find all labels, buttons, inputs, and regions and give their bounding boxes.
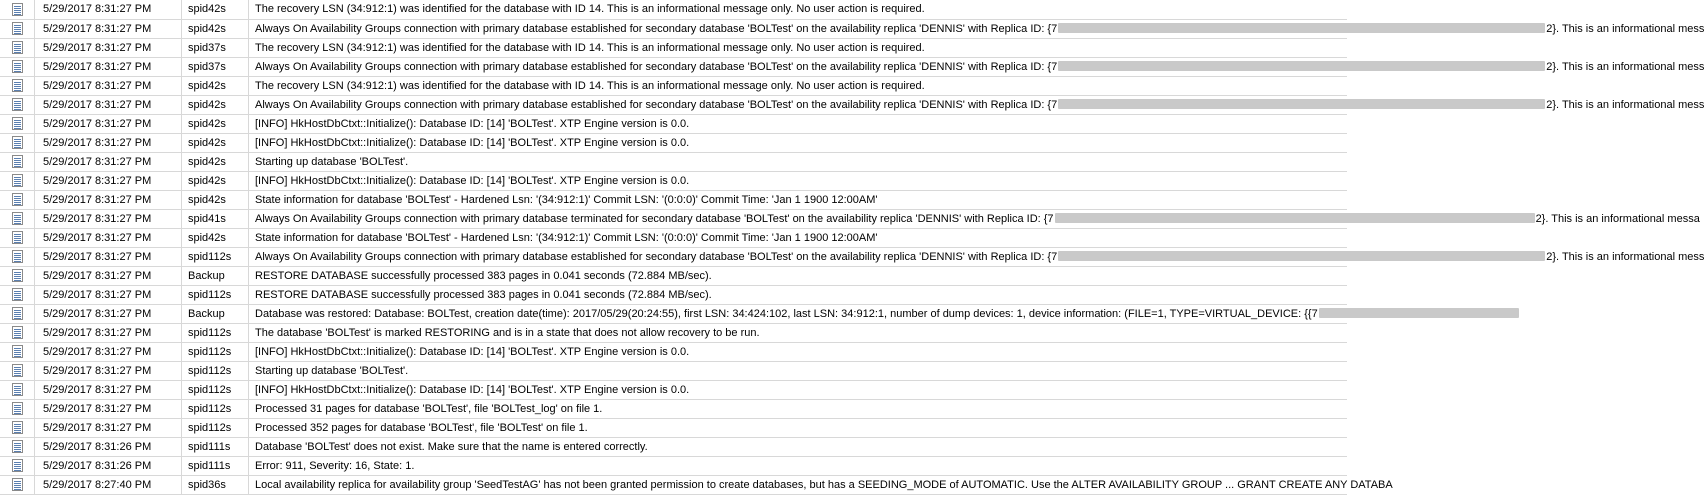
message-text: Always On Availability Groups connection with primary database terminated for secondary database 'BOLTest' on the availability replica 'DENNIS' with Replica ID: {7 [255,212,1054,225]
message-text-suffix: 2}. This is an informational mess [1546,60,1704,73]
cell-date: 5/29/2017 8:31:27 PM [35,57,182,76]
cell-message [249,38,1348,57]
cell-date: 5/29/2017 8:31:27 PM [35,399,182,418]
cell-source: spid37s [182,38,249,57]
log-entry-icon [12,193,23,206]
cell-source: Backup [182,266,249,285]
row-icon-cell [0,475,35,494]
cell-date: 5/29/2017 8:31:27 PM [35,361,182,380]
row-icon-cell [0,76,35,95]
row-icon-cell [0,304,35,323]
table-row[interactable] [0,285,1347,304]
message-text: Error: 911, Severity: 16, State: 1. [255,459,415,472]
message-text: RESTORE DATABASE successfully processed 383 pages in 0.041 seconds (72.884 MB/sec). [255,269,712,282]
table-row[interactable] [0,399,1347,418]
row-icon-cell [0,323,35,342]
cell-date: 5/29/2017 8:31:27 PM [35,76,182,95]
cell-date: 5/29/2017 8:31:27 PM [35,171,182,190]
message-text: [INFO] HkHostDbCtxt::Initialize(): Database ID: [14] 'BOLTest'. XTP Engine version is 0.0. [255,174,690,187]
log-entry-icon [12,421,23,434]
row-icon-cell [0,190,35,209]
row-icon-cell [0,38,35,57]
table-row[interactable] [0,361,1347,380]
message-text: [INFO] HkHostDbCtxt::Initialize(): Database ID: [14] 'BOLTest'. XTP Engine version is 0.0. [255,345,690,358]
message-text: Local availability replica for availability group 'SeedTestAG' has not been granted permission to create databases, but has a SEEDING_MODE of AUTOMATIC. Use the ALTER AVAILABILITY GROUP ... GRANT CREATE ANY DATABA [255,478,1393,491]
cell-source: spid37s [182,57,249,76]
cell-date: 5/29/2017 8:31:27 PM [35,190,182,209]
cell-message [249,95,1704,114]
cell-source: spid42s [182,0,249,19]
table-row[interactable] [0,152,1347,171]
row-icon-cell [0,228,35,247]
table-row[interactable] [0,342,1347,361]
message-text-suffix: 2}. This is an informational mess [1546,98,1704,111]
cell-message [249,399,1348,418]
log-entry-icon [12,174,23,187]
table-row[interactable] [0,247,1347,266]
log-entry-icon [12,98,23,111]
cell-date: 5/29/2017 8:31:27 PM [35,380,182,399]
table-row[interactable] [0,190,1347,209]
cell-message [249,380,1348,399]
table-row[interactable] [0,209,1347,228]
cell-date: 5/29/2017 8:31:27 PM [35,304,182,323]
cell-date: 5/29/2017 8:31:27 PM [35,228,182,247]
log-entry-icon [12,402,23,415]
row-icon-cell [0,266,35,285]
table-row[interactable] [0,475,1347,494]
log-entry-icon [12,288,23,301]
table-row[interactable] [0,456,1347,475]
log-entry-icon [12,250,23,263]
row-icon-cell [0,437,35,456]
message-text: The recovery LSN (34:912:1) was identified for the database with ID 14. This is an informational message only. No user action is required. [255,79,925,92]
cell-source: spid36s [182,475,249,494]
message-text: Always On Availability Groups connection with primary database established for secondary database 'BOLTest' on the availability replica 'DENNIS' with Replica ID: {7 [255,22,1058,35]
cell-message [249,342,1348,361]
cell-message [249,133,1348,152]
row-icon-cell [0,152,35,171]
cell-message [249,361,1348,380]
cell-message [249,285,1348,304]
cell-source: spid111s [182,456,249,475]
message-text-suffix: 2}. This is an informational mess [1546,250,1704,263]
redacted-value [1058,99,1545,109]
cell-date: 5/29/2017 8:31:27 PM [35,323,182,342]
cell-message [249,152,1348,171]
log-entry-icon [12,117,23,130]
cell-message [249,228,1348,247]
cell-message [249,304,1348,323]
row-icon-cell [0,133,35,152]
row-icon-cell [0,285,35,304]
cell-date: 5/29/2017 8:31:27 PM [35,266,182,285]
cell-date: 5/29/2017 8:31:27 PM [35,19,182,38]
message-text: Database 'BOLTest' does not exist. Make sure that the name is entered correctly. [255,440,648,453]
cell-source: spid112s [182,399,249,418]
cell-date: 5/29/2017 8:31:27 PM [35,38,182,57]
log-entry-icon [12,3,23,16]
cell-message [249,266,1348,285]
table-row[interactable] [0,76,1347,95]
cell-message [249,456,1348,475]
log-entry-icon [12,212,23,225]
log-entry-icon [12,155,23,168]
cell-date: 5/29/2017 8:31:27 PM [35,342,182,361]
cell-date: 5/29/2017 8:31:27 PM [35,247,182,266]
log-entry-icon [12,231,23,244]
cell-source: Backup [182,304,249,323]
message-text: Starting up database 'BOLTest'. [255,364,409,377]
log-entry-icon [12,326,23,339]
message-text: Processed 31 pages for database 'BOLTest', file 'BOLTest_log' on file 1. [255,402,603,415]
cell-date: 5/29/2017 8:31:27 PM [35,418,182,437]
cell-source: spid112s [182,380,249,399]
message-text: Always On Availability Groups connection with primary database established for secondary database 'BOLTest' on the availability replica 'DENNIS' with Replica ID: {7 [255,250,1058,263]
table-row[interactable] [0,114,1347,133]
message-text: Always On Availability Groups connection with primary database established for secondary database 'BOLTest' on the availability replica 'DENNIS' with Replica ID: {7 [255,98,1058,111]
row-icon-cell [0,418,35,437]
table-row[interactable] [0,133,1347,152]
message-text: State information for database 'BOLTest' - Hardened Lsn: '(34:912:1)' Commit LSN: '(0:0:0)' Commit Time: 'Jan 1 1900 12:00AM' [255,193,878,206]
cell-message [249,19,1704,38]
log-entry-icon [12,364,23,377]
row-icon-cell [0,247,35,266]
message-text-suffix: 2}. This is an informational messa [1535,212,1700,225]
cell-source: spid42s [182,95,249,114]
table-row[interactable] [0,95,1347,114]
redacted-value [1058,251,1545,261]
cell-date: 5/29/2017 8:31:27 PM [35,95,182,114]
log-entry-icon [12,459,23,472]
cell-source: spid112s [182,342,249,361]
cell-source: spid112s [182,418,249,437]
cell-source: spid42s [182,171,249,190]
cell-message [249,209,1700,228]
cell-source: spid42s [182,19,249,38]
table-row[interactable] [0,171,1347,190]
cell-message [249,0,1348,19]
row-icon-cell [0,95,35,114]
cell-source: spid42s [182,228,249,247]
message-text: Database was restored: Database: BOLTest, creation date(time): 2017/05/29(20:24:55), first LSN: 34:424:102, last LSN: 34:912:1, number of dump devices: 1, device information: (FILE=1, TYPE=VIRTUAL_DEVICE: {{7 [255,307,1318,320]
log-entry-icon [12,440,23,453]
table-row[interactable] [0,228,1347,247]
message-text-suffix: 2}. This is an informational mess [1546,22,1704,35]
message-text: [INFO] HkHostDbCtxt::Initialize(): Database ID: [14] 'BOLTest'. XTP Engine version is 0.0. [255,136,690,149]
row-icon-cell [0,399,35,418]
cell-date: 5/29/2017 8:31:27 PM [35,285,182,304]
cell-date: 5/29/2017 8:31:27 PM [35,152,182,171]
cell-message [249,76,1348,95]
cell-message [249,437,1348,456]
table-row[interactable] [0,418,1347,437]
cell-date: 5/29/2017 8:31:26 PM [35,456,182,475]
message-text: Starting up database 'BOLTest'. [255,155,409,168]
log-entry-icon [12,345,23,358]
cell-message [249,323,1348,342]
cell-source: spid42s [182,76,249,95]
message-text: Processed 352 pages for database 'BOLTest', file 'BOLTest' on file 1. [255,421,588,434]
table-row[interactable] [0,437,1347,456]
cell-source: spid42s [182,152,249,171]
cell-message [249,475,1393,494]
cell-source: spid42s [182,114,249,133]
table-row[interactable] [0,380,1347,399]
log-entry-icon [12,478,23,491]
row-icon-cell [0,342,35,361]
log-entry-icon [12,41,23,54]
table-row[interactable] [0,38,1347,57]
cell-source: spid42s [182,190,249,209]
row-icon-cell [0,57,35,76]
message-text: [INFO] HkHostDbCtxt::Initialize(): Database ID: [14] 'BOLTest'. XTP Engine version is 0.0. [255,117,690,130]
log-entry-icon [12,136,23,149]
cell-message [249,247,1704,266]
table-row[interactable] [0,0,1347,19]
cell-source: spid111s [182,437,249,456]
row-icon-cell [0,380,35,399]
redacted-value [1058,23,1545,33]
log-entry-icon [12,79,23,92]
message-text: Always On Availability Groups connection with primary database established for secondary database 'BOLTest' on the availability replica 'DENNIS' with Replica ID: {7 [255,60,1058,73]
message-text: The recovery LSN (34:912:1) was identified for the database with ID 14. This is an informational message only. No user action is required. [255,41,925,54]
redacted-value [1055,213,1535,223]
row-icon-cell [0,209,35,228]
redacted-value [1319,308,1519,318]
cell-date: 5/29/2017 8:31:27 PM [35,133,182,152]
message-text: State information for database 'BOLTest' - Hardened Lsn: '(34:912:1)' Commit LSN: '(0:0:0)' Commit Time: 'Jan 1 1900 12:00AM' [255,231,878,244]
cell-source: spid112s [182,323,249,342]
cell-source: spid42s [182,133,249,152]
cell-date: 5/29/2017 8:31:26 PM [35,437,182,456]
cell-source: spid41s [182,209,249,228]
log-entry-icon [12,383,23,396]
table-row[interactable] [0,323,1347,342]
cell-date: 5/29/2017 8:31:27 PM [35,0,182,19]
cell-message [249,171,1348,190]
cell-message [249,190,1348,209]
cell-date: 5/29/2017 8:31:27 PM [35,114,182,133]
table-row[interactable] [0,57,1347,76]
row-icon-cell [0,114,35,133]
row-icon-cell [0,19,35,38]
cell-message [249,114,1348,133]
cell-date: 5/29/2017 8:31:27 PM [35,209,182,228]
cell-date: 5/29/2017 8:27:40 PM [35,475,182,494]
row-icon-cell [0,456,35,475]
cell-source: spid112s [182,361,249,380]
message-text: RESTORE DATABASE successfully processed 383 pages in 0.041 seconds (72.884 MB/sec). [255,288,712,301]
cell-source: spid112s [182,247,249,266]
redacted-value [1058,61,1545,71]
row-icon-cell [0,361,35,380]
log-entry-icon [12,60,23,73]
message-text: The recovery LSN (34:912:1) was identified for the database with ID 14. This is an informational message only. No user action is required. [255,3,925,16]
row-icon-cell [0,0,35,19]
log-entry-icon [12,269,23,282]
message-text: The database 'BOLTest' is marked RESTORING and is in a state that does not allow recovery to be run. [255,326,760,339]
message-text: [INFO] HkHostDbCtxt::Initialize(): Database ID: [14] 'BOLTest'. XTP Engine version is 0.0. [255,383,690,396]
table-row[interactable] [0,304,1347,323]
row-icon-cell [0,171,35,190]
cell-source: spid112s [182,285,249,304]
cell-message [249,418,1348,437]
log-entry-icon [12,307,23,320]
table-row[interactable] [0,19,1347,38]
table-row[interactable] [0,266,1347,285]
log-entry-icon [12,22,23,35]
cell-message [249,57,1704,76]
